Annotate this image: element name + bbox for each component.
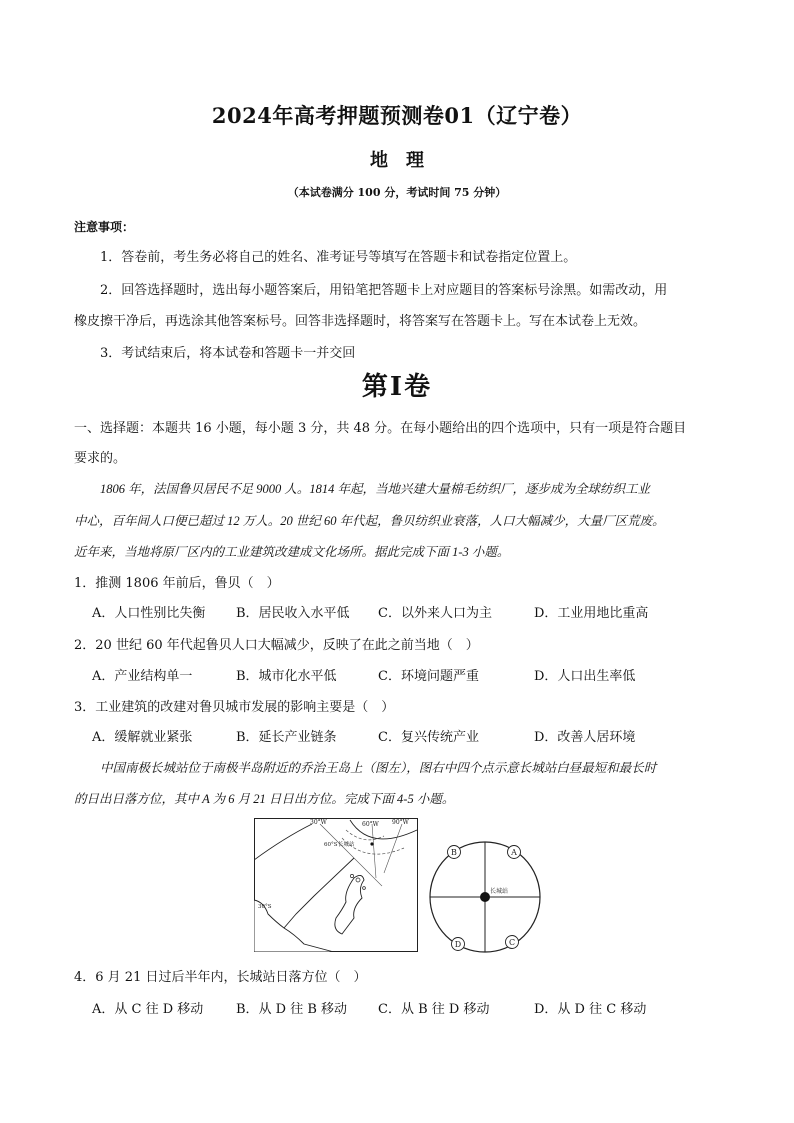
question-3-option-b: B．延长产业链条 <box>236 730 337 745</box>
sun-direction-dial <box>426 838 544 956</box>
question-4-option-d: D．从 D 往 C 移动 <box>534 1002 647 1017</box>
point-c <box>506 936 519 949</box>
map-label-30s: 30°S <box>258 904 272 910</box>
station-dot <box>480 892 490 902</box>
question-4-option-c: C．从 B 往 D 移动 <box>378 1002 490 1017</box>
question-4-option-b: B．从 D 往 B 移动 <box>236 1002 348 1017</box>
map-label-90w: 90°W <box>392 819 409 826</box>
svg-text:A: A <box>511 848 517 857</box>
subject-title: 地理 <box>370 150 442 171</box>
question-4-stem: 4．6 月 21 日过后半年内，长城站日落方位（ ） <box>74 970 367 985</box>
notice-heading: 注意事项： <box>74 220 135 234</box>
map-label-station: 长城站 <box>338 842 355 848</box>
notice-item-3: 3．考试结束后，将本试卷和答题卡一并交回 <box>100 346 356 361</box>
page-title: 2024年高考押题预测卷01（辽宁卷） <box>211 103 583 128</box>
question-3-option-a: A．缓解就业紧张 <box>92 730 193 745</box>
question-3-option-d: D．改善人居环境 <box>534 730 636 745</box>
notice-item-1: 1．答卷前，考生务必将自己的姓名、准考证号等填写在答题卡和试卷指定位置上。 <box>100 250 577 265</box>
question-1-option-d: D．工业用地比重高 <box>534 606 649 621</box>
section-instruction-line-2: 要求的。 <box>74 451 127 466</box>
material-1-line-2: 中心，百年间人口便已超过 12 万人。20 世纪 60 年代起，鲁贝纺织业衰落，人口大幅减少，大量厂区荒废。 <box>74 514 665 528</box>
point-b <box>448 846 461 859</box>
material-1-line-3: 近年来，当地将原厂区内的工业建筑改建成文化场所。据此完成下面 1-3 小题。 <box>74 545 510 559</box>
section-title: 第Ⅰ卷 <box>361 372 433 402</box>
question-1-stem: 1．推测 1806 年前后，鲁贝（ ） <box>74 576 280 591</box>
antarctic-peninsula-map <box>254 818 418 952</box>
question-2-option-c: C．环境问题严重 <box>378 669 479 684</box>
material-2-line-1: 中国南极长城站位于南极半岛附近的乔治王岛上（图左），图右中四个点示意长城站白昼最短和最长时 <box>100 761 657 775</box>
question-3-option-c: C．复兴传统产业 <box>378 730 479 745</box>
material-2-line-2: 的日出日落方位，其中 A 为 6 月 21 日日出方位。完成下面 4-5 小题。 <box>74 792 455 806</box>
score-info: （本试卷满分 100 分，考试时间 75 分钟） <box>287 186 507 199</box>
material-1-line-1: 1806 年，法国鲁贝居民不足 9000 人。1814 年起，当地兴建大量棉毛纺织厂，逐步成为全球纺织工业 <box>100 482 651 496</box>
svg-text:D: D <box>454 940 462 949</box>
notice-item-2-line-2: 橡皮擦干净后，再选涂其他答案标号。回答非选择题时，将答案写在答题卡上。写在本试卷上无效。 <box>74 314 647 329</box>
notice-item-2-line-1: 2．回答选择题时，选出每小题答案后，用铅笔把答题卡上对应题目的答案标号涂黑。如需改动，用 <box>100 283 668 298</box>
question-1-option-c: C．以外来人口为主 <box>378 606 492 621</box>
map-label-30w: 30°W <box>310 819 327 826</box>
question-1-option-b: B．居民收入水平低 <box>236 606 350 621</box>
map-label-60s: 60°S <box>324 842 338 848</box>
question-2-option-a: A．产业结构单一 <box>92 669 193 684</box>
svg-text:C: C <box>508 938 516 947</box>
question-4-option-a: A．从 C 往 D 移动 <box>92 1002 204 1017</box>
map-label-60w: 60°W <box>362 821 379 828</box>
question-1-option-a: A．人口性别比失衡 <box>92 606 206 621</box>
station-marker-map <box>370 842 373 845</box>
question-2-stem: 2．20 世纪 60 年代起鲁贝人口大幅减少，反映了在此之前当地（ ） <box>74 638 479 653</box>
question-2-option-b: B．城市化水平低 <box>236 669 337 684</box>
section-instruction-line-1: 一、选择题：本题共 16 小题，每小题 3 分，共 48 分。在每小题给出的四个选项中，只有一项是符合题目 <box>74 421 687 436</box>
svg-text:B: B <box>451 848 457 857</box>
question-2-option-d: D．人口出生率低 <box>534 669 636 684</box>
question-3-stem: 3．工业建筑的改建对鲁贝城市发展的影响主要是（ ） <box>74 700 395 715</box>
dial-center-label: 长城站 <box>490 888 509 895</box>
point-a <box>508 846 521 859</box>
point-d <box>452 938 465 951</box>
